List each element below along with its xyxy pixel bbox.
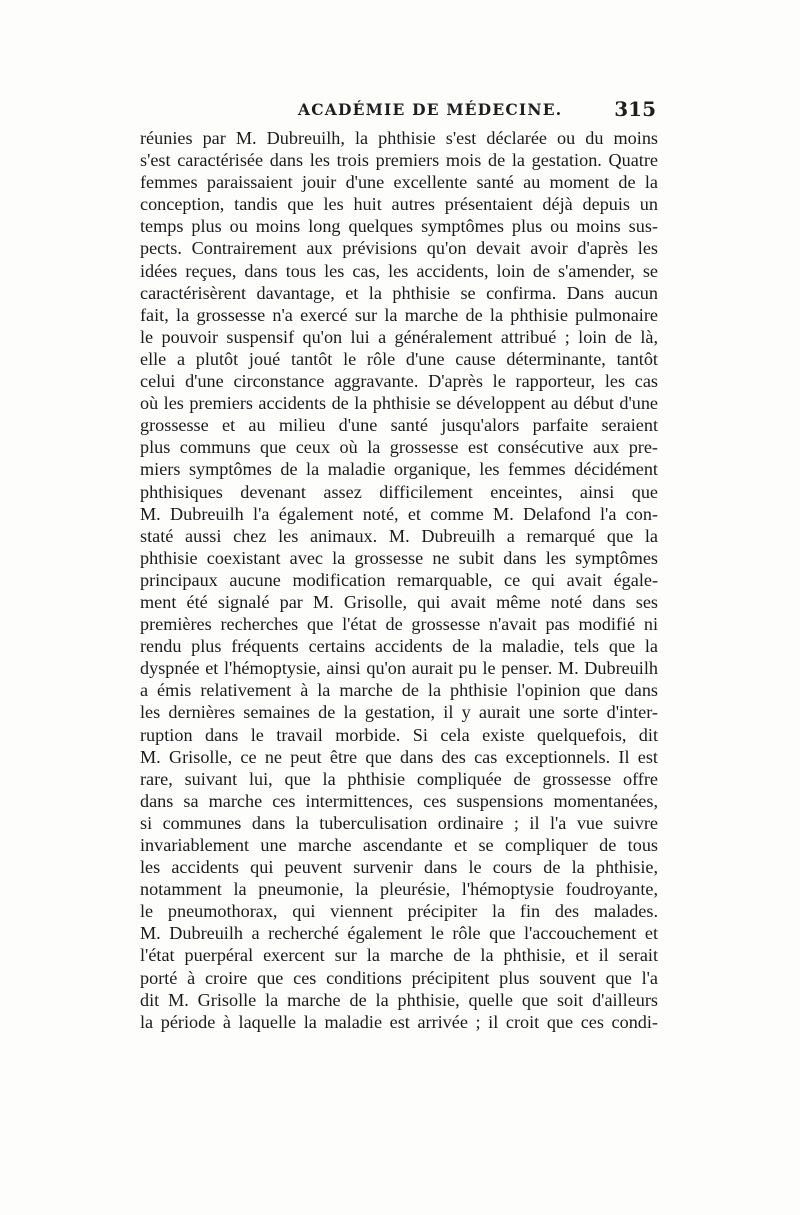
text-line: réunies par M. Dubreuilh, la phthisie s'est déclarée ou du moins: [140, 128, 658, 148]
text-line: ment été signalé par M. Grisolle, qui avait même noté dans ses: [140, 591, 658, 612]
text-line: premières recherches que l'état de grossesse n'avait pas modifié ni: [140, 614, 658, 635]
text-line: s'est caractérisée dans les trois premiers mois de la gestation. Quatre: [140, 150, 658, 171]
text-line: temps plus ou moins long quelques symptômes plus ou moins sus-: [140, 216, 658, 237]
text-line: les accidents qui peuvent survenir dans le cours de la phthisie,: [140, 857, 658, 878]
text-line: invariablement une marche ascendante et se compliquer de tous: [140, 835, 658, 855]
text-line: caractérisèrent davantage, et la phthisie se confirma. Dans aucun: [140, 282, 658, 303]
text-line: femmes paraissaient jouir d'une excellente santé au moment de la: [140, 172, 658, 193]
text-line: phthisiques devenant assez difficilement enceintes, ainsi que: [140, 481, 658, 502]
text-line: dyspnée et l'hémoptysie, ainsi qu'on aurait pu le penser. M. Dubreuilh: [140, 658, 658, 679]
text-line: ruption dans le travail morbide. Si cela existe quelquefois, dit: [140, 724, 658, 745]
text-line: phthisie coexistant avec la grossesse ne subit dans les symptômes: [140, 547, 658, 568]
text-line: idées reçues, dans tous les cas, les accidents, loin de s'amender, se: [140, 260, 658, 281]
text-line: dit M. Grisolle la marche de la phthisie, quelle que soit d'ailleurs: [140, 989, 658, 1010]
text-line: principaux aucune modification remarquable, ce qui avait égale-: [140, 569, 658, 590]
body-text: [140, 127, 658, 1033]
text-line: a émis relativement à la marche de la phthisie l'opinion que dans: [140, 680, 658, 701]
text-line: le pouvoir suspensif qu'on lui a généralement attribué ; loin de là,: [140, 326, 658, 347]
text-line: l'état puerpéral exercent sur la marche de la phthisie, et il serait: [140, 945, 658, 966]
text-line: les dernières semaines de la gestation, il y aurait une sorte d'inter-: [140, 702, 658, 723]
text-line: celui d'une circonstance aggravante. D'après le rapporteur, les cas: [140, 371, 658, 392]
text-line: plus communs que ceux où la grossesse est consécutive aux pre-: [140, 437, 658, 458]
text-line: porté à croire que ces conditions précipitent plus souvent que l'a: [140, 967, 658, 988]
text-line: miers symptômes de la maladie organique, les femmes décidément: [140, 459, 658, 480]
text-line: elle a plutôt joué tantôt le rôle d'une cause déterminante, tantôt: [140, 348, 658, 369]
running-head: [140, 97, 660, 124]
text-line: rare, suivant lui, que la phthisie compliquée de grossesse offre: [140, 768, 658, 789]
text-line: fait, la grossesse n'a exercé sur la marche de la phthisie pulmonaire: [140, 304, 658, 325]
text-line: M. Grisolle, ce ne peut être que dans des cas exceptionnels. Il est: [140, 746, 658, 767]
text-line: la période à laquelle la maladie est arrivée ; il croit que ces condi-: [140, 1011, 658, 1032]
text-line: notamment la pneumonie, la pleurésie, l'hémoptysie foudroyante,: [140, 879, 658, 900]
text-line: grossesse et au milieu d'une santé jusqu'alors parfaite seraient: [140, 415, 658, 436]
text-line: M. Dubreuilh l'a également noté, et comme M. Delafond l'a con-: [140, 503, 658, 524]
text-line: dans sa marche ces intermittences, ces suspensions momentanées,: [140, 790, 658, 811]
text-line: si communes dans la tuberculisation ordinaire ; il l'a vue suivre: [140, 812, 658, 833]
text-line: staté aussi chez les animaux. M. Dubreuilh a remarqué que la: [140, 525, 658, 546]
text-line: conception, tandis que les huit autres présentaient déjà depuis un: [140, 194, 658, 215]
text-line: où les premiers accidents de la phthisie se développent au début d'une: [140, 393, 658, 414]
text-line: pects. Contrairement aux prévisions qu'on devait avoir d'après les: [140, 238, 658, 259]
running-title: ACADÉMIE DE MÉDECINE.: [298, 100, 563, 119]
text-line: le pneumothorax, qui viennent précipiter la fin des malades.: [140, 901, 658, 922]
page-number: 315: [614, 97, 656, 121]
text-line: M. Dubreuilh a recherché également le rôle que l'accouchement et: [140, 923, 658, 944]
text-line: rendu plus fréquents certains accidents de la maladie, tels que la: [140, 636, 658, 657]
